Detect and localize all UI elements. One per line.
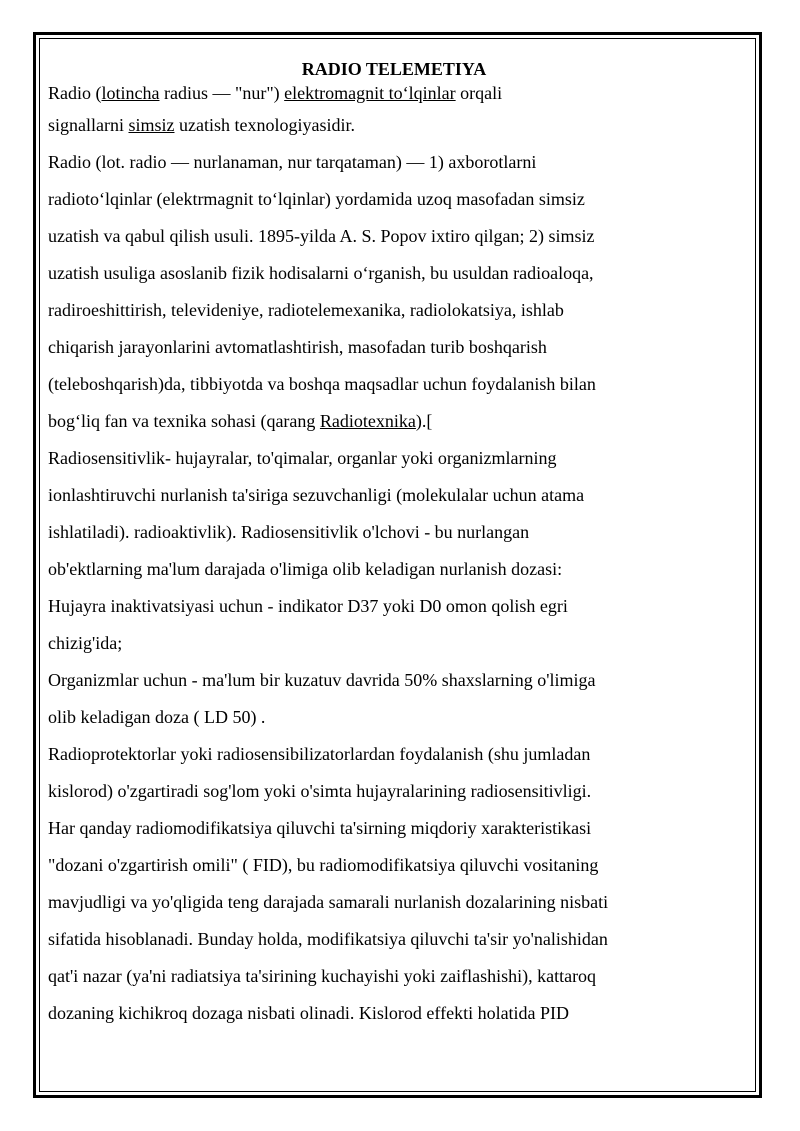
line-text: chizig'ida; [48,633,123,653]
document-body [48,57,728,1038]
text-line [48,1001,728,1038]
line-text: Organizmlar uchun - ma'lum bir kuzatuv davrida 50% shaxslarning o'limiga [48,670,596,690]
text-line [48,779,728,816]
text-line [48,705,728,742]
line-text: signallarni [48,115,129,135]
line-text: Radioprotektorlar yoki radiosensibilizatorlardan foydalanish (shu jumladan [48,744,591,764]
link-text[interactable]: simsiz [128,115,175,135]
line-text: sifatida hisoblanadi. Bunday holda, modifikatsiya qiluvchi ta'sir yo'nalishidan [48,929,608,949]
line-text: ob'ektlarning ma'lum darajada o'limiga olib keladigan nurlanish dozasi: [48,559,563,579]
line-text: Radio (lot. radio — nurlanaman, nur tarqataman) — 1) axborotlarni [48,152,537,172]
line-text: (teleboshqarish)da, tibbiyotda va boshqa maqsadlar uchun foydalanish bilan [48,374,596,394]
text-line [48,261,728,298]
text-line [48,483,728,520]
line-text: Har qanday radiomodifikatsiya qiluvchi ta'sirning miqdoriy xarakteristikasi [48,818,592,838]
line-text: olib keladigan doza ( LD 50) . [48,707,266,727]
line-text: chiqarish jarayonlarini avtomatlashtirish, masofadan turib boshqarish [48,337,547,357]
text-line [48,409,728,446]
document-title: RADIO TELEMETIYA [301,59,487,79]
text-line [48,150,728,187]
text-line [48,187,728,224]
text-line [48,927,728,964]
line-text: uzatish texnologiyasidir. [174,115,355,135]
text-line [48,224,728,261]
line-text: ishlatiladi). radioaktivlik). Radiosensitivlik o'lchovi - bu nurlangan [48,522,530,542]
text-line [48,81,728,113]
line-text: uzatish usuliga asoslanib fizik hodisalarni o‘rganish, bu usuldan radioaloqa, [48,263,594,283]
link-text[interactable]: lotincha [101,83,160,103]
text-line [48,890,728,927]
link-text[interactable]: Radiotexnika [319,411,416,431]
text-line [48,113,728,150]
line-text: ). [415,411,427,431]
text-line [48,816,728,853]
text-line [48,594,728,631]
line-text: radius — "nur") [159,83,285,103]
text-lines [48,81,728,1038]
text-line [48,742,728,779]
line-text: mavjudligi va yo'qligida teng darajada samarali nurlanish dozalarining nisbati [48,892,609,912]
line-text: kislorod) o'zgartiradi sog'lom yoki o'simta hujayralarining radiosensitivligi. [48,781,592,801]
line-text: Radio ( [48,83,102,103]
line-text: bog‘liq fan va texnika sohasi (qarang [48,411,320,431]
line-text: "dozani o'zgartirish omili" ( FID), bu radiomodifikatsiya qiluvchi vositaning [48,855,599,875]
text-line [48,335,728,372]
text-line [48,372,728,409]
text-line [48,557,728,594]
line-text: uzatish va qabul qilish usuli. 1895-yilda A. S. Popov ixtiro qilgan; 2) simsiz [48,226,595,246]
line-text: orqali [455,83,503,103]
link-text[interactable]: elektromagnit to‘lqinlar [284,83,456,103]
text-line [48,446,728,483]
line-text: radiroeshittirish, televideniye, radiotelemexanika, radiolokatsiya, ishlab [48,300,564,320]
text-line [48,520,728,557]
line-text: Hujayra inaktivatsiyasi uchun - indikator D37 yoki D0 omon qolish egri [48,596,568,616]
text-line [48,668,728,705]
link-text[interactable]: [ [426,411,433,431]
line-text: dozaning kichikroq dozaga nisbati olinadi. Kislorod effekti holatida PID [48,1003,570,1023]
line-text: ionlashtiruvchi nurlanish ta'siriga sezuvchanligi (molekulalar uchun atama [48,485,585,505]
line-text: radioto‘lqinlar (elektrmagnit to‘lqinlar) yordamida uzoq masofadan simsiz [48,189,585,209]
text-line [48,298,728,335]
text-line [48,964,728,1001]
text-line [48,853,728,890]
line-text: Radiosensitivlik- hujayralar, to'qimalar, organlar yoki organizmlarning [48,448,557,468]
text-line [48,631,728,668]
line-text: qat'i nazar (ya'ni radiatsiya ta'sirining kuchayishi yoki zaiflashishi), kattaroq [48,966,597,986]
